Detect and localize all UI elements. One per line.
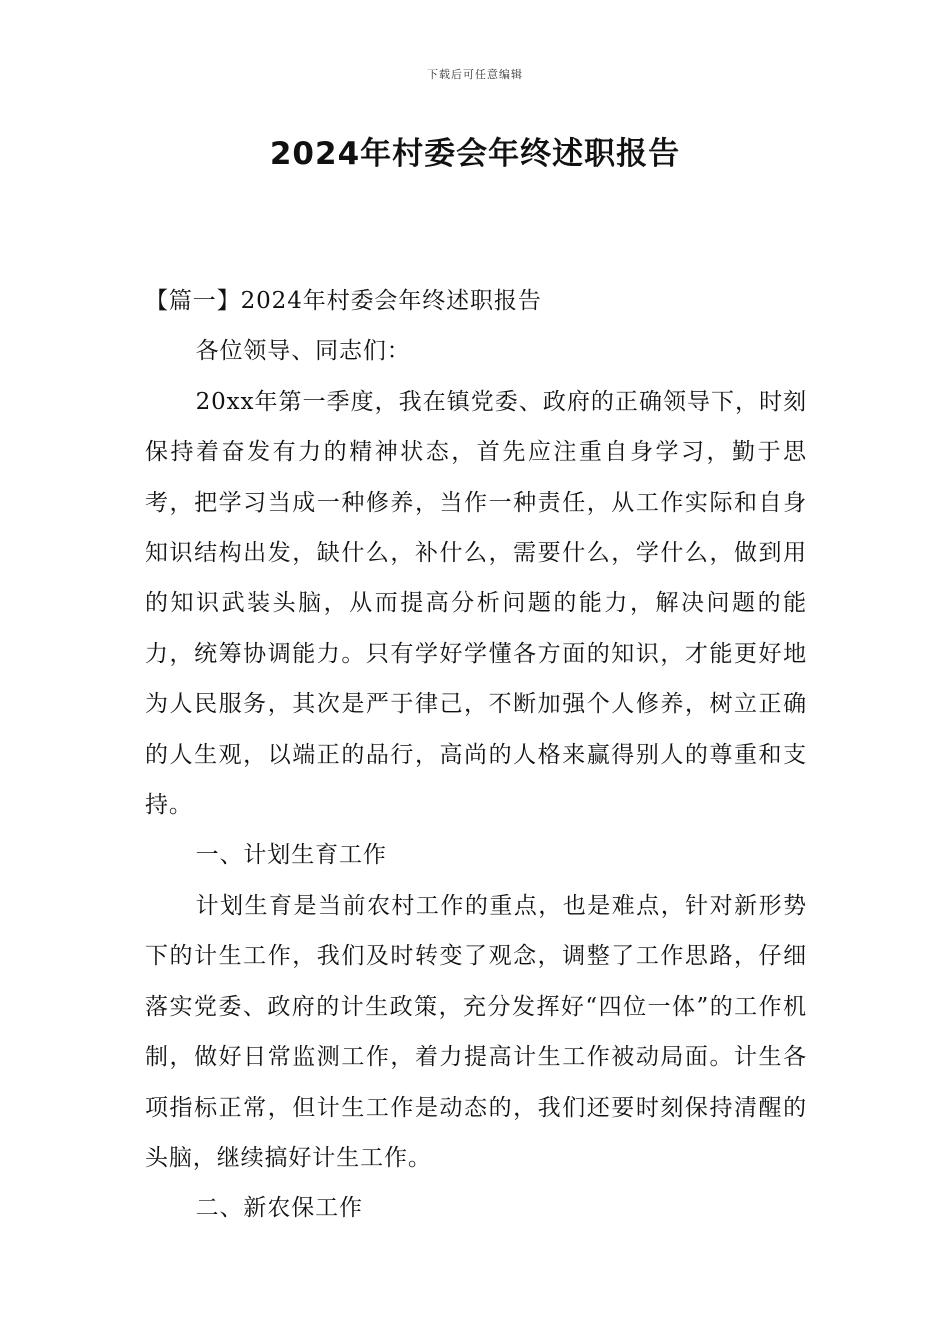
body-paragraph: 计划生育是当前农村工作的重点，也是难点，针对新形势下的计生工作，我们及时转变了观念，调整了工作思路，仔细落实党委、政府的计生政策，充分发挥好“四位一体”的工作机制，做好日常监测工作，着力提高计生工作被动局面。计生各项指标正常，但计生工作是动态的，我们还要时刻保持清醒的头脑，继续搞好计生工作。 xyxy=(145,892,807,1171)
document-body xyxy=(145,276,807,1234)
salutation: 各位领导、同志们： xyxy=(195,338,411,365)
subheading: 二、新农保工作 xyxy=(195,1195,363,1222)
document-title: 2024年村委会年终述职报告 xyxy=(269,136,681,172)
section-heading: 【篇一】2024年村委会年终述职报告 xyxy=(145,288,542,314)
body-paragraph: 20xx年第一季度，我在镇党委、政府的正确领导下，时刻保持着奋发有力的精神状态，首先应注重自身学习，勤于思考，把学习当成一种修养，当作一种责任，从工作实际和自身知识结构出发，缺什么，补什么，需要什么，学什么，做到用的知识武装头脑，从而提高分析问题的能力，解决问题的能力，统筹协调能力。只有学好学懂各方面的知识，才能更好地为人民服务，其次是严于律己，不断加强个人修养，树立正确的人生观，以端正的品行，高尚的人格来赢得别人的尊重和支持。 xyxy=(145,388,807,819)
subheading: 一、计划生育工作 xyxy=(195,842,387,869)
header-note: 下载后可任意编辑 xyxy=(427,68,523,81)
